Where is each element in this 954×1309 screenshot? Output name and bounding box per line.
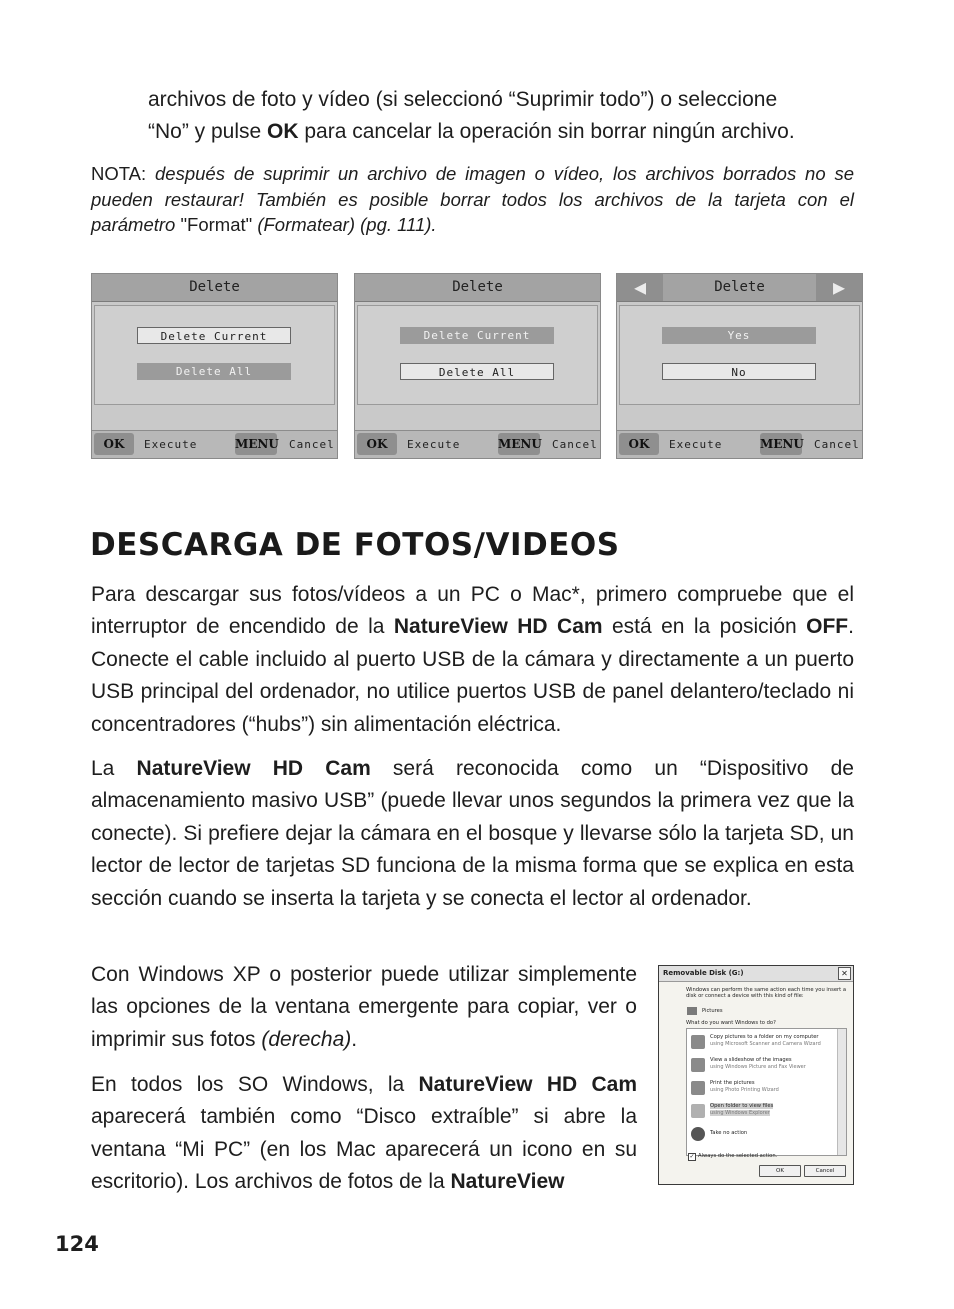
dialog-question: What do you want Windows to do?	[686, 1020, 776, 1026]
no-action-icon	[691, 1127, 705, 1141]
slideshow-icon	[691, 1058, 705, 1072]
screen-button-bar	[92, 430, 337, 458]
section-heading: DESCARGA DE FOTOS/VIDEOS	[90, 527, 620, 563]
paragraph-1: Para descargar sus fotos/vídeos a un PC o Mac*, primero compruebe que el interruptor de encendido de la NatureView HD Cam está en la posición OFF. Conecte el cable incluido al puerto USB de la cámara y directamente a un puerto USB principal del ordenador, no utilice puertos USB de panel delantero/teclado ni concentradores (“hubs”) sin alimentación eléctrica.	[91, 583, 854, 736]
camera-screen-1	[91, 273, 338, 459]
menu-action: Cancel	[289, 438, 335, 451]
note-label: NOTA:	[91, 163, 147, 184]
camera-screen-2	[354, 273, 601, 459]
dialog-filetype: Pictures	[702, 1008, 723, 1014]
right-arrow-icon: ▶	[816, 274, 862, 301]
screen-title: Delete	[92, 274, 337, 302]
action-take-no-action[interactable]: Take no action	[691, 1125, 829, 1145]
note-paragraph: NOTA: después de suprimir un archivo de imagen o vídeo, los archivos borrados no se pueden restaurar! También es posible borrar todos los archivos de la tarjeta con el parámetro "Format" (Formatear) (pg. 111).	[91, 163, 854, 235]
option-no: No	[662, 363, 816, 380]
intro-paragraph	[148, 84, 854, 149]
screen-body	[357, 305, 598, 405]
action-open-folder[interactable]: Open folder to view files using Windows Explorer	[691, 1102, 829, 1122]
screen-title: Delete	[617, 274, 862, 302]
option-delete-all: Delete All	[400, 363, 554, 380]
paragraph-4: En todos los SO Windows, la NatureView HD Cam aparecerá también como “Disco extraíble” si abre la ventana “Mi PC” (en los Mac aparecerá un icono en su escritorio). Los archivos de fotos de la NatureView	[91, 1073, 637, 1194]
action-print[interactable]: Print the pictures using Photo Printing Wizard	[691, 1079, 829, 1099]
action-slideshow[interactable]: View a slideshow of the images using Windows Picture and Fax Viewer	[691, 1056, 829, 1076]
option-yes: Yes	[662, 327, 816, 344]
action-copy-pictures[interactable]: Copy pictures to a folder on my computer using Microsoft Scanner and Camera Wizard	[691, 1033, 829, 1053]
ok-key-text: OK	[267, 120, 299, 144]
screen-title: Delete	[355, 274, 600, 302]
ok-action: Execute	[669, 438, 723, 451]
dialog-title: Removable Disk (G:)	[663, 969, 744, 977]
pictures-icon	[687, 1007, 697, 1015]
ok-action: Execute	[407, 438, 461, 451]
screen-button-bar	[355, 430, 600, 458]
menu-action: Cancel	[552, 438, 598, 451]
menu-key: MENU	[235, 433, 277, 455]
screen-body	[619, 305, 860, 405]
close-icon[interactable]: ✕	[838, 967, 851, 980]
menu-action: Cancel	[814, 438, 860, 451]
always-checkbox[interactable]: ✓	[689, 1153, 695, 1160]
list-scrollbar[interactable]	[837, 1029, 846, 1155]
menu-key: MENU	[498, 433, 540, 455]
menu-key: MENU	[760, 433, 802, 455]
ok-key: OK	[357, 433, 397, 455]
ok-key: OK	[619, 433, 659, 455]
ok-key: OK	[94, 433, 134, 455]
always-checkbox-label: Always do the selected action.	[698, 1153, 778, 1159]
paragraph-2: La NatureView HD Cam será reconocida como un “Dispositivo de almacenamiento masivo USB” (puede llevar unos segundos la primera vez que la conecte). Si prefiere dejar la cámara en el bosque y llevarse sólo la tarjeta SD, un lector de lector de tarjetas SD funciona de la misma forma que se explica en esta sección cuando se inserta la tarjeta y se conecta el lector al ordenador.	[91, 757, 854, 910]
printer-icon	[691, 1081, 705, 1095]
option-delete-all: Delete All	[137, 363, 291, 380]
intro-line-2: “No” y pulse OK para cancelar la operación sin borrar ningún archivo.	[148, 120, 795, 144]
action-list[interactable]	[686, 1028, 847, 1156]
folder-icon	[691, 1104, 705, 1118]
ok-button[interactable]: OK	[759, 1165, 801, 1177]
intro-line-1: archivos de foto y vídeo (si seleccionó “Suprimir todo”) o seleccione	[148, 88, 778, 111]
camera-icon	[691, 1035, 705, 1049]
screen-button-bar	[617, 430, 862, 458]
page-number: 124	[55, 1232, 99, 1256]
left-arrow-icon: ◀	[617, 274, 663, 301]
paragraph-3: Con Windows XP o posterior puede utilizar simplemente las opciones de la ventana emergente para copiar, ver o imprimir sus fotos (derecha).	[91, 963, 637, 1051]
dialog-intro: Windows can perform the same action each time you insert a disk or connect a device with this kind of file:	[686, 987, 847, 1000]
option-delete-current: Delete Current	[400, 327, 554, 344]
camera-screen-3	[616, 273, 863, 459]
dialog-titlebar	[659, 966, 853, 982]
screen-body	[94, 305, 335, 405]
option-delete-current: Delete Current	[137, 327, 291, 344]
ok-action: Execute	[144, 438, 198, 451]
autoplay-dialog	[658, 965, 854, 1185]
cancel-button[interactable]: Cancel	[804, 1165, 846, 1177]
